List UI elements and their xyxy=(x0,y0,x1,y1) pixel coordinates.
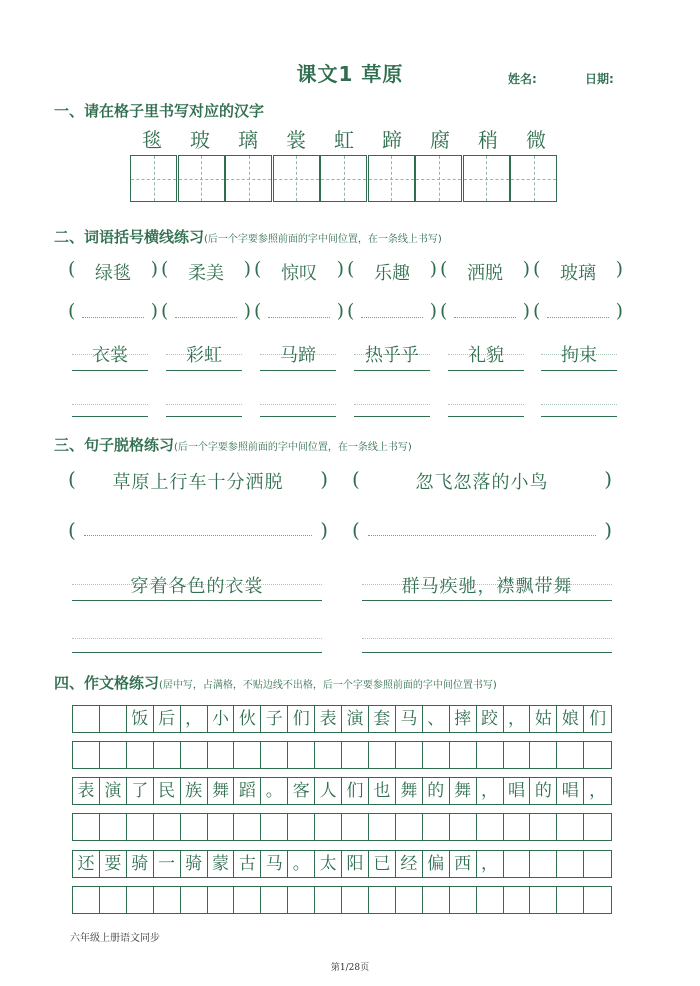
line-sentence-blank[interactable] xyxy=(72,632,322,653)
grid-cell[interactable] xyxy=(584,887,611,913)
grid-cell[interactable] xyxy=(73,706,100,732)
grid-cell[interactable] xyxy=(423,814,450,840)
grid-cell[interactable] xyxy=(154,814,181,840)
paren-word-text: 惊叹 xyxy=(281,263,317,284)
grid-cell[interactable] xyxy=(477,887,504,913)
paren-blank[interactable]: ( ) xyxy=(254,300,344,322)
line-sentence-blank[interactable] xyxy=(362,632,612,653)
grid-cell[interactable]: 蒙 xyxy=(208,851,235,877)
grid-cell[interactable]: 蹈 xyxy=(234,778,261,804)
template-char: 玻 xyxy=(190,128,210,152)
template-char: 稍 xyxy=(478,128,498,152)
line-word: 彩虹 xyxy=(166,340,242,371)
grid-cell[interactable] xyxy=(369,814,396,840)
grid-cell[interactable] xyxy=(557,851,584,877)
template-char: 裳 xyxy=(286,128,306,152)
grid-cell[interactable]: 演 xyxy=(342,706,369,732)
grid-cell[interactable] xyxy=(450,887,477,913)
grid-cell[interactable]: 后 xyxy=(154,706,181,732)
grid-cell[interactable] xyxy=(557,742,584,768)
paren-blank[interactable]: ( ) xyxy=(440,300,530,322)
paren-word: ( 洒脱 ) xyxy=(440,258,530,284)
section-1-heading: 一、请在格子里书写对应的汉字 xyxy=(54,102,265,120)
grid-cell[interactable] xyxy=(100,887,127,913)
section-2-note: (后一个字要参照前面的字中间位置，在一条线上书写) xyxy=(204,234,442,245)
grid-cell[interactable]: 客 xyxy=(288,778,315,804)
grid-cell[interactable]: 。 xyxy=(288,851,315,877)
grid-cell[interactable]: 演 xyxy=(100,778,127,804)
paren-word-text: 绿毯 xyxy=(95,263,131,284)
footer-text: 六年级上册语文同步 xyxy=(70,933,160,944)
grid-cell[interactable]: 骑 xyxy=(127,851,154,877)
grid-cell[interactable] xyxy=(181,742,208,768)
grid-cell[interactable] xyxy=(208,814,235,840)
grid-cell[interactable] xyxy=(450,742,477,768)
grid-cell[interactable] xyxy=(154,742,181,768)
paren-sentence-blank[interactable]: ( ) xyxy=(352,518,612,542)
template-char: 毯 xyxy=(142,128,162,152)
line-word: 马蹄 xyxy=(260,340,336,371)
grid-cell[interactable] xyxy=(234,887,261,913)
grid-cell[interactable] xyxy=(396,814,423,840)
grid-cell[interactable] xyxy=(208,887,235,913)
grid-cell[interactable] xyxy=(261,742,288,768)
section-4-title: 四、作文格练习 xyxy=(54,674,160,692)
paren-sentence: ( 草原上行车十分洒脱 ) xyxy=(68,467,328,493)
grid-cell[interactable]: 、 xyxy=(423,706,450,732)
line-blank[interactable] xyxy=(448,398,524,417)
paren-word: ( 绿毯 ) xyxy=(68,258,158,284)
grid-cell[interactable]: 已 xyxy=(369,851,396,877)
writing-cell[interactable] xyxy=(320,155,367,202)
grid-cell[interactable] xyxy=(100,742,127,768)
section-2-title: 二、词语括号横线练习 xyxy=(54,228,205,246)
grid-cell[interactable]: 族 xyxy=(181,778,208,804)
line-blank[interactable] xyxy=(354,398,430,417)
line-word: 拘束 xyxy=(541,340,617,371)
grid-cell[interactable] xyxy=(557,887,584,913)
paren-word-text: 柔美 xyxy=(188,263,224,284)
section-4-note: (居中写，占满格，不贴边线不出格，后一个字要参照前面的字中间位置书写) xyxy=(159,680,497,691)
writing-cell[interactable] xyxy=(273,155,320,202)
grid-cell[interactable] xyxy=(423,742,450,768)
grid-cell[interactable] xyxy=(530,851,557,877)
grid-cell[interactable]: 舞 xyxy=(396,778,423,804)
paren-blank[interactable]: ( ) xyxy=(68,300,158,322)
line-blank[interactable] xyxy=(166,398,242,417)
grid-cell[interactable]: 娘 xyxy=(557,706,584,732)
grid-cell[interactable] xyxy=(450,814,477,840)
grid-cell[interactable] xyxy=(584,742,611,768)
grid-cell[interactable] xyxy=(369,742,396,768)
grid-cell[interactable]: 偏 xyxy=(423,851,450,877)
grid-cell[interactable] xyxy=(530,742,557,768)
grid-cell[interactable] xyxy=(73,887,100,913)
grid-cell[interactable] xyxy=(423,887,450,913)
line-sentence: 群马疾驰，襟飘带舞 xyxy=(362,570,612,601)
grid-cell[interactable]: 马 xyxy=(261,851,288,877)
grid-cell[interactable] xyxy=(100,814,127,840)
grid-cell[interactable] xyxy=(181,814,208,840)
grid-cell[interactable]: 的 xyxy=(530,778,557,804)
grid-cell[interactable] xyxy=(315,742,342,768)
grid-cell[interactable] xyxy=(73,814,100,840)
paren-word: ( 柔美 ) xyxy=(161,258,251,284)
writing-cell[interactable] xyxy=(510,155,557,202)
grid-cell[interactable]: 表 xyxy=(73,778,100,804)
grid-cell[interactable]: 摔 xyxy=(450,706,477,732)
template-char: 微 xyxy=(526,128,546,152)
line-word: 衣裳 xyxy=(72,340,148,371)
grid-cell[interactable] xyxy=(154,887,181,913)
composition-grid-row[interactable] xyxy=(72,741,612,769)
template-char: 璃 xyxy=(238,128,258,152)
grid-cell[interactable] xyxy=(369,887,396,913)
grid-cell[interactable]: 要 xyxy=(100,851,127,877)
grid-cell[interactable] xyxy=(396,742,423,768)
paren-blank[interactable]: ( ) xyxy=(347,300,437,322)
template-char: 蹄 xyxy=(382,128,402,152)
grid-cell[interactable]: ， xyxy=(589,781,607,801)
writing-cell[interactable] xyxy=(178,155,225,202)
grid-cell[interactable]: 。 xyxy=(261,778,288,804)
name-label: 姓名: xyxy=(508,72,537,86)
grid-cell[interactable]: 的 xyxy=(423,778,450,804)
grid-cell[interactable]: 一 xyxy=(154,851,181,877)
section-3-title: 三、句子脱格练习 xyxy=(54,436,175,454)
grid-cell[interactable]: 民 xyxy=(154,778,181,804)
grid-cell[interactable] xyxy=(477,814,504,840)
grid-cell[interactable] xyxy=(504,814,531,840)
paren-word: ( 惊叹 ) xyxy=(254,258,344,284)
grid-cell[interactable] xyxy=(504,887,531,913)
line-word: 热乎乎 xyxy=(354,340,430,371)
grid-cell[interactable] xyxy=(181,887,208,913)
grid-cell[interactable] xyxy=(234,814,261,840)
composition-grid-row[interactable] xyxy=(72,705,612,733)
line-blank[interactable] xyxy=(260,398,336,417)
grid-cell[interactable] xyxy=(315,814,342,840)
grid-cell[interactable] xyxy=(504,742,531,768)
grid-cell[interactable]: 舞 xyxy=(208,778,235,804)
grid-cell[interactable] xyxy=(584,851,611,877)
line-word: 礼貌 xyxy=(448,340,524,371)
grid-cell[interactable]: 阳 xyxy=(342,851,369,877)
template-char: 腐 xyxy=(430,128,450,152)
grid-cell[interactable] xyxy=(477,742,504,768)
grid-cell[interactable] xyxy=(530,814,557,840)
grid-cell[interactable]: 骑 xyxy=(181,851,208,877)
grid-cell[interactable] xyxy=(342,742,369,768)
paren-sentence: ( 忽飞忽落的小鸟 ) xyxy=(352,467,612,493)
grid-cell[interactable] xyxy=(127,814,154,840)
grid-cell[interactable]: 小 xyxy=(208,706,235,732)
section-3-heading xyxy=(54,434,412,455)
composition-grid-row[interactable] xyxy=(72,813,612,841)
paren-word-text: 玻璃 xyxy=(560,263,596,284)
grid-cell[interactable]: 还 xyxy=(73,851,100,877)
section-3-note: (后一个字要参照前面的字中间位置，在一条线上书写) xyxy=(174,442,412,453)
grid-cell[interactable]: 姑 xyxy=(530,706,557,732)
grid-cell[interactable]: ， xyxy=(181,706,208,732)
grid-cell[interactable]: 表 xyxy=(315,706,342,732)
grid-cell[interactable]: 西 xyxy=(450,851,477,877)
section-2-heading xyxy=(54,226,442,247)
grid-cell[interactable] xyxy=(288,814,315,840)
grid-cell[interactable] xyxy=(396,887,423,913)
grid-cell[interactable]: ， xyxy=(504,706,531,732)
grid-cell[interactable] xyxy=(342,814,369,840)
grid-cell[interactable] xyxy=(208,742,235,768)
grid-cell[interactable]: 唱 xyxy=(557,778,584,804)
paren-blank[interactable]: ( ) xyxy=(533,300,623,322)
grid-cell[interactable] xyxy=(234,742,261,768)
grid-cell[interactable] xyxy=(100,706,127,732)
grid-cell[interactable]: 舞 xyxy=(450,778,477,804)
grid-cell[interactable]: 子 xyxy=(261,706,288,732)
line-blank[interactable] xyxy=(541,398,617,417)
grid-cell[interactable]: 人 xyxy=(315,778,342,804)
grid-cell[interactable]: ， xyxy=(477,851,504,877)
writing-cell[interactable] xyxy=(463,155,510,202)
grid-cell[interactable]: 了 xyxy=(127,778,154,804)
grid-cell[interactable] xyxy=(315,887,342,913)
paren-sentence-blank[interactable]: ( ) xyxy=(68,518,328,542)
grid-cell[interactable]: ， xyxy=(477,778,504,804)
grid-cell[interactable]: 们 xyxy=(288,706,315,732)
line-blank[interactable] xyxy=(72,398,148,417)
grid-cell[interactable]: 套 xyxy=(369,706,396,732)
grid-cell[interactable]: 们 xyxy=(589,709,607,729)
writing-cell[interactable] xyxy=(130,155,177,202)
grid-cell[interactable]: 唱 xyxy=(504,778,531,804)
writing-cell[interactable] xyxy=(415,155,462,202)
composition-grid-row[interactable] xyxy=(72,777,612,805)
composition-grid-row[interactable] xyxy=(72,850,612,878)
paren-blank[interactable]: ( ) xyxy=(161,300,251,322)
grid-cell[interactable]: 伙 xyxy=(234,706,261,732)
paren-word: ( 玻璃 ) xyxy=(533,258,623,284)
writing-cell[interactable] xyxy=(225,155,272,202)
page-title: 课文1 草原 xyxy=(296,62,404,86)
grid-cell[interactable] xyxy=(504,851,531,877)
paren-word: ( 乐趣 ) xyxy=(347,258,437,284)
paren-word-text: 洒脱 xyxy=(467,263,503,284)
page-number: 第1/28页 xyxy=(330,963,370,973)
grid-cell[interactable] xyxy=(342,887,369,913)
grid-cell[interactable] xyxy=(127,887,154,913)
grid-cell[interactable]: 经 xyxy=(396,851,423,877)
section-1-characters xyxy=(128,124,560,153)
grid-cell[interactable] xyxy=(530,887,557,913)
grid-cell[interactable]: 饭 xyxy=(127,706,154,732)
grid-cell[interactable] xyxy=(127,742,154,768)
date-label: 日期: xyxy=(585,72,614,86)
template-char: 虹 xyxy=(334,128,354,152)
writing-cell[interactable] xyxy=(368,155,415,202)
grid-cell[interactable] xyxy=(261,814,288,840)
grid-cell[interactable] xyxy=(288,887,315,913)
grid-cell[interactable] xyxy=(557,814,584,840)
grid-cell[interactable]: 古 xyxy=(234,851,261,877)
line-sentence: 穿着各色的衣裳 xyxy=(72,570,322,601)
grid-cell[interactable]: 跤 xyxy=(477,706,504,732)
grid-cell[interactable] xyxy=(73,742,100,768)
paren-word-text: 乐趣 xyxy=(374,263,410,284)
grid-cell[interactable]: 也 xyxy=(369,778,396,804)
grid-cell[interactable]: 马 xyxy=(396,706,423,732)
grid-cell[interactable] xyxy=(261,887,288,913)
composition-grid-row[interactable] xyxy=(72,886,612,914)
section-4-heading xyxy=(54,672,497,693)
grid-cell[interactable] xyxy=(584,814,611,840)
grid-cell[interactable]: 们 xyxy=(342,778,369,804)
grid-cell[interactable] xyxy=(288,742,315,768)
grid-cell[interactable]: 太 xyxy=(315,851,342,877)
